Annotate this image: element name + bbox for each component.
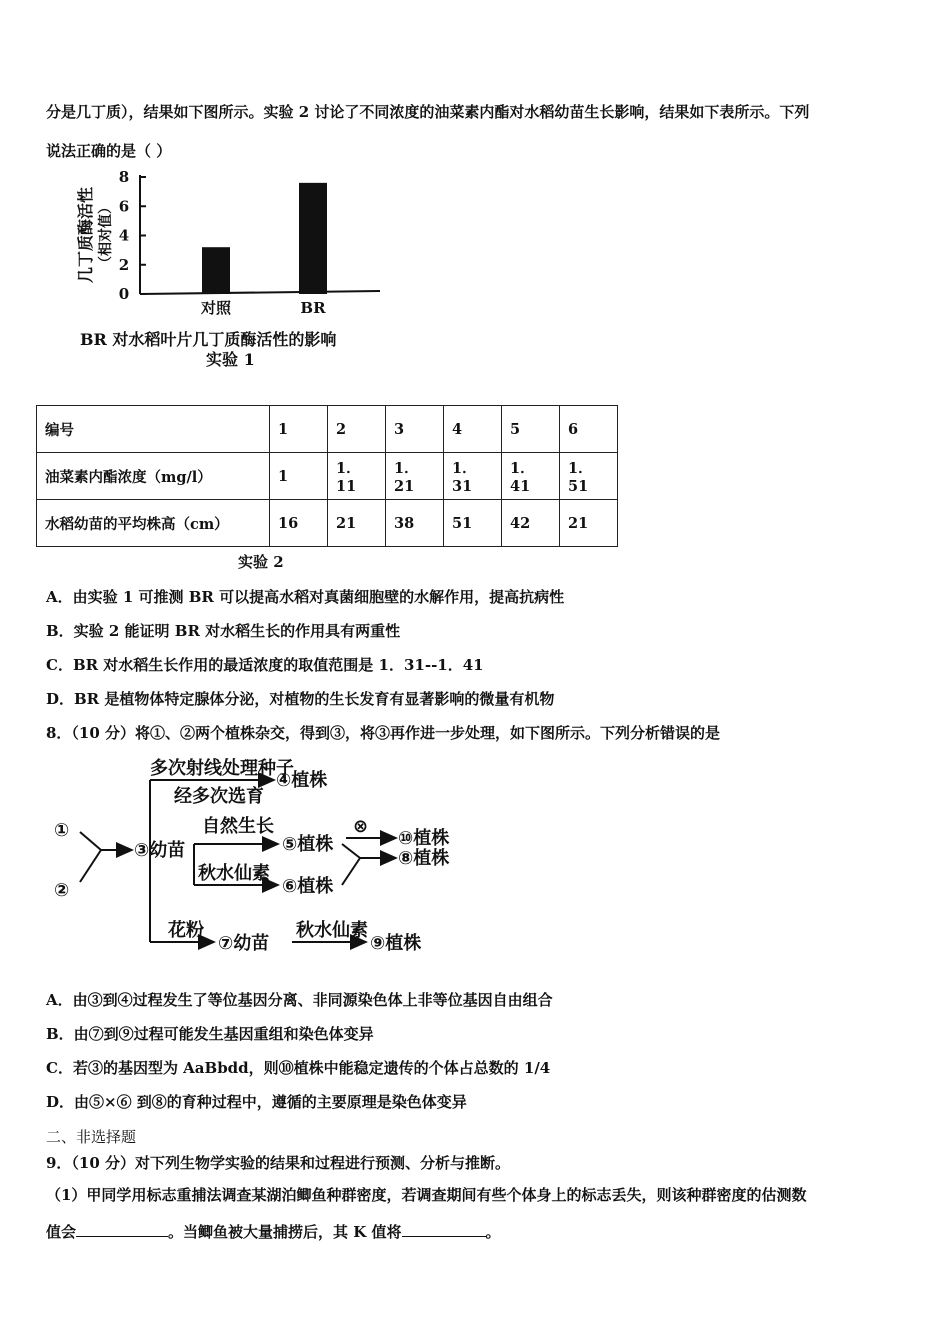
chart-ytick-label: 0 bbox=[118, 285, 130, 303]
q8-option-c: C．若③的基因型为 AaBbdd，则⑩植株中能稳定遗传的个体占总数的 1/4 bbox=[46, 1059, 551, 1077]
plant-9-label: ⑨植株 bbox=[370, 933, 422, 954]
chart-ytick-label: 8 bbox=[118, 168, 130, 186]
option-b: B．实验 2 能证明 BR 对水稻生长的作用具有两重性 bbox=[46, 622, 401, 640]
table-cell: 21 bbox=[560, 500, 618, 547]
table-cell: 42 bbox=[502, 500, 560, 547]
chart-ylabel-line2: （相对值） bbox=[98, 200, 114, 270]
seedling-3-label: ③幼苗 bbox=[134, 840, 186, 861]
table-row bbox=[37, 453, 618, 500]
experiment-2-table bbox=[36, 405, 618, 547]
chart-ytick-label: 2 bbox=[118, 255, 130, 274]
table-cell: 水稻幼苗的平均株高（cm） bbox=[37, 500, 270, 547]
table-cell: 21 bbox=[328, 500, 386, 547]
chart-subcaption: 实验 1 bbox=[206, 350, 255, 369]
select-label: 经多次选育 bbox=[174, 786, 264, 807]
breeding-diagram bbox=[46, 752, 486, 967]
plant-4-label: ④植株 bbox=[276, 770, 328, 791]
table-cell: 1 bbox=[270, 453, 328, 500]
option-a: A．由实验 1 可推测 BR 可以提高水稻对真菌细胞壁的水解作用，提高抗病性 bbox=[46, 588, 565, 606]
pollen-label: 花粉 bbox=[168, 920, 204, 941]
table-cell: 编号 bbox=[37, 406, 270, 453]
table-cell: 6 bbox=[560, 406, 618, 453]
table-cell: 油菜素内酯浓度（mg/l） bbox=[37, 453, 270, 500]
section-heading: 二、非选择题 bbox=[46, 1128, 137, 1146]
table-cell: 4 bbox=[444, 406, 502, 453]
natural-growth-label: 自然生长 bbox=[202, 816, 274, 837]
table-cell: 1．21 bbox=[386, 453, 444, 500]
option-d: D．BR 是植物体特定腺体分泌，对植物的生长发育有显著影响的微量有机物 bbox=[46, 690, 555, 708]
chart-xtick-label: 对照 bbox=[200, 299, 232, 317]
table-cell: 1 bbox=[270, 406, 328, 453]
table-cell: 3 bbox=[386, 406, 444, 453]
colchicine-label-1: 秋水仙素 bbox=[198, 863, 270, 884]
q8-option-a: A．由③到④过程发生了等位基因分离、非同源染色体上非等位基因自由组合 bbox=[46, 991, 553, 1009]
chart-xtick-label: BR bbox=[300, 299, 326, 317]
parent-1-label: ① bbox=[54, 820, 70, 841]
question-intro-line1: 分是几丁质），结果如下图所示。实验 2 讨论了不同浓度的油菜素内酯对水稻幼苗生长影响，结果如下表所示。下列 bbox=[46, 103, 810, 121]
q9-prefix: 值会 bbox=[46, 1223, 77, 1241]
chart-x-axis bbox=[140, 291, 380, 294]
question-9-part1-line2 bbox=[46, 1221, 501, 1242]
table-cell: 51 bbox=[444, 500, 502, 547]
table-cell: 16 bbox=[270, 500, 328, 547]
table-row bbox=[37, 500, 618, 547]
q8-option-d: D．由⑤×⑥ 到⑧的育种过程中，遵循的主要原理是染色体变异 bbox=[46, 1093, 467, 1111]
chart-ylabel-line1: 几丁质酶活性 bbox=[76, 186, 95, 284]
chart-caption: BR 对水稻叶片几丁质酶活性的影响 bbox=[80, 330, 337, 349]
parent-2-label: ② bbox=[54, 880, 70, 901]
chart-ytick-label: 4 bbox=[118, 226, 130, 245]
plant-8-label: ⑧植株 bbox=[398, 848, 450, 869]
chart-bar-control bbox=[202, 247, 230, 294]
answer-blank-1[interactable] bbox=[76, 1222, 168, 1237]
chart-experiment-1 bbox=[58, 165, 398, 380]
chart-bar-br bbox=[299, 183, 327, 294]
answer-blank-2[interactable] bbox=[402, 1222, 486, 1237]
table-cell: 1．51 bbox=[560, 453, 618, 500]
q9-end: 。 bbox=[485, 1223, 501, 1241]
table-cell: 1．41 bbox=[502, 453, 560, 500]
table-cell: 5 bbox=[502, 406, 560, 453]
plant-5-label: ⑤植株 bbox=[282, 834, 334, 855]
plant-10-label: ⑩植株 bbox=[398, 828, 450, 849]
radiation-label: 多次射线处理种子 bbox=[150, 758, 294, 779]
q9-mid: 。当鲫鱼被大量捕捞后，其 K 值将 bbox=[168, 1223, 402, 1241]
colchicine-label-2: 秋水仙素 bbox=[296, 920, 368, 941]
option-c: C．BR 对水稻生长作用的最适浓度的取值范围是 1．31--1．41 bbox=[46, 656, 484, 674]
table-cell: 1．11 bbox=[328, 453, 386, 500]
plant-6-label: ⑥植株 bbox=[282, 876, 334, 897]
seedling-7-label: ⑦幼苗 bbox=[218, 933, 270, 954]
question-9-stem: 9．（10 分）对下列生物学实验的结果和过程进行预测、分析与推断。 bbox=[46, 1154, 511, 1172]
question-9-part1-line1: （1）甲同学用标志重捕法调查某湖泊鲫鱼种群密度，若调查期间有些个体身上的标志丢失，则该种群密度的估测数 bbox=[46, 1186, 807, 1204]
table-cell: 2 bbox=[328, 406, 386, 453]
table-cell: 1．31 bbox=[444, 453, 502, 500]
table-caption: 实验 2 bbox=[238, 553, 284, 571]
table-row bbox=[37, 406, 618, 453]
chart-ytick-label: 6 bbox=[118, 197, 130, 216]
self-cross-symbol: ⊗ bbox=[353, 816, 369, 837]
question-intro-line2: 说法正确的是（ ） bbox=[46, 142, 172, 160]
q8-option-b: B．由⑦到⑨过程可能发生基因重组和染色体变异 bbox=[46, 1025, 374, 1043]
table-cell: 38 bbox=[386, 500, 444, 547]
question-8-stem: 8．（10 分）将①、②两个植株杂交，得到③，将③再作进一步处理，如下图所示。下列分析错误的是 bbox=[46, 724, 721, 742]
